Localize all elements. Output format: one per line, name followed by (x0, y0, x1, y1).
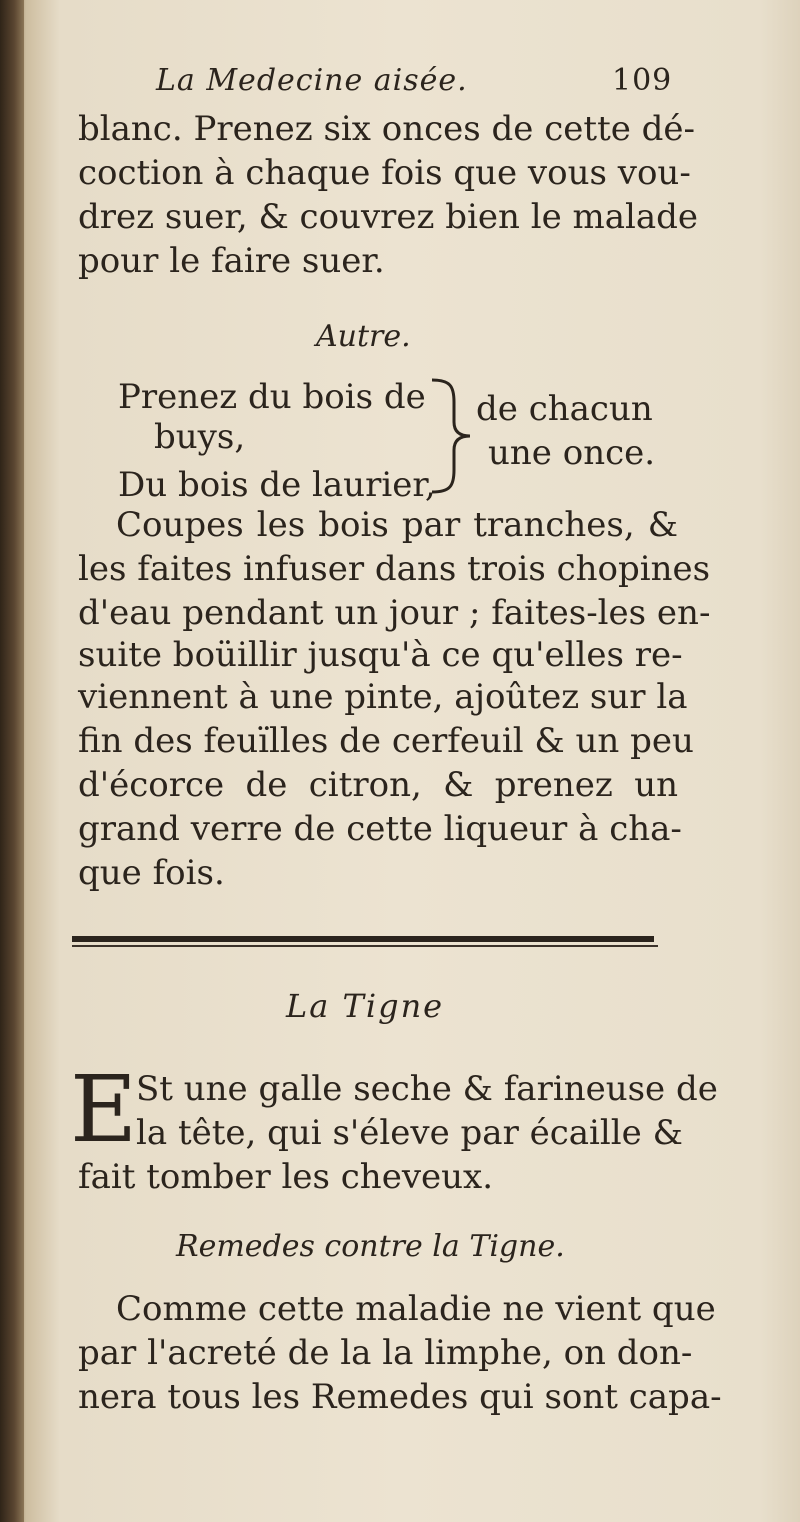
paragraph-line: blanc. Prenez six onces de cette dé- (78, 109, 696, 149)
paragraph-line: fin des feuïlles de cerfeuil & un peu (78, 721, 694, 761)
subheading-remedies: Remedes contre la Tigne. (176, 1229, 565, 1264)
drop-cap: E (70, 1056, 138, 1163)
paragraph-line: drez suer, & couvrez bien le malade (78, 197, 699, 237)
paragraph-line: nera tous les Remedes qui sont capa- (78, 1377, 722, 1417)
paragraph-line: fait tomber les cheveux. (78, 1157, 494, 1197)
subheading-autre: Autre. (316, 319, 411, 354)
recipe-item: Prenez du bois de (118, 377, 426, 417)
book-spine (0, 0, 24, 1522)
paragraph-line: pour le faire suer. (78, 241, 385, 281)
section-heading: La Tigne (286, 987, 445, 1025)
paragraph-line: Comme cette maladie ne vient que (116, 1289, 716, 1329)
running-header-title: La Medecine aisée. (156, 63, 468, 98)
paragraph-line: viennent à une pinte, ajoûtez sur la (78, 677, 688, 717)
paragraph-line: suite boüillir jusqu'à ce qu'elles re- (78, 635, 683, 675)
paragraph-line: St une galle seche & farineuse de (136, 1069, 718, 1109)
paragraph-line: la tête, qui s'éleve par écaille & (136, 1113, 683, 1153)
paragraph-line: d'écorce de citron, & prenez un (78, 765, 678, 805)
paragraph-line: par l'acreté de la la limphe, on don- (78, 1333, 693, 1373)
recipe-quantity: une once. (488, 433, 656, 473)
curly-brace-icon (428, 372, 478, 500)
paragraph-line: Coupes les bois par tranches, & (116, 505, 678, 545)
paragraph-line: les faites infuser dans trois chopines (78, 549, 711, 589)
recipe-item-continued: buys, (154, 417, 246, 457)
section-divider (72, 936, 654, 942)
recipe-quantity: de chacun (476, 389, 653, 429)
paragraph-line: que fois. (78, 853, 225, 893)
paragraph-line: grand verre de cette liqueur à cha- (78, 809, 682, 849)
page-number: 109 (612, 63, 673, 98)
paragraph-line: d'eau pendant un jour ; faites-les en- (78, 593, 711, 633)
recipe-item: Du bois de laurier, (118, 465, 436, 505)
paragraph-line: coction à chaque fois que vous vou- (78, 153, 691, 193)
section-divider-thin (72, 945, 658, 947)
